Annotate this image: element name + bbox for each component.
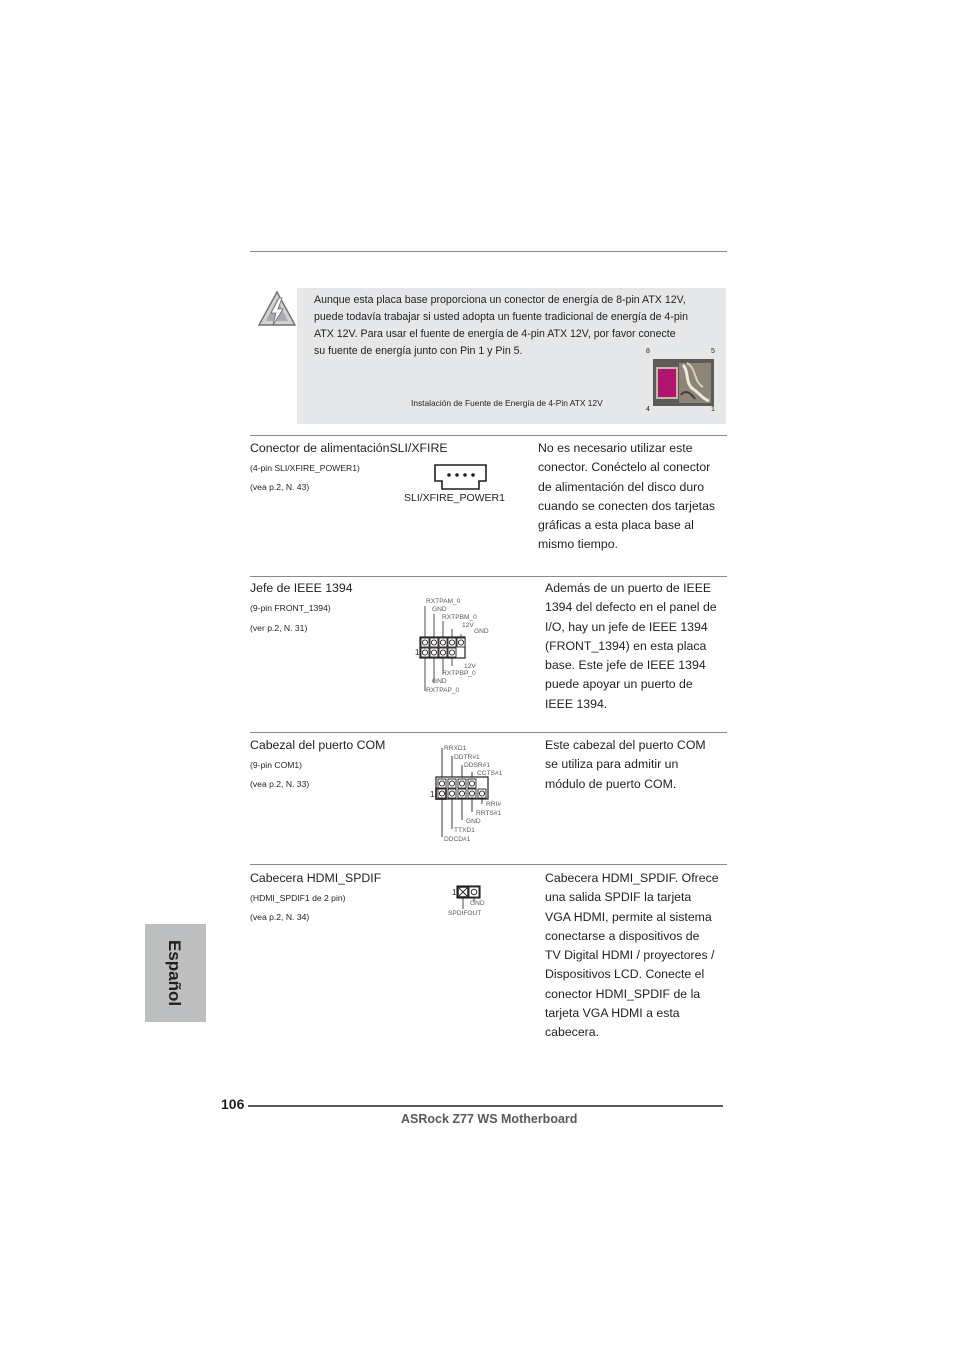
section-ref: (ver p.2, N. 31) [250, 623, 308, 633]
section-title: Jefe de IEEE 1394 [250, 581, 353, 595]
pin-label-8: 8 [646, 348, 650, 355]
desc-line: I/O, hay un jefe de IEEE 1394 [545, 619, 708, 634]
pin-label: GND [432, 606, 447, 613]
section-subtitle: (HDMI_SPDIF1 de 2 pin) [250, 893, 346, 903]
section-subtitle: (9-pin COM1) [250, 760, 303, 770]
desc-line: IEEE 1394. [545, 696, 608, 711]
desc-line: Dispositivos LCD. Conecte el [545, 967, 705, 982]
pin-label: DDTR#1 [454, 754, 480, 761]
desc-line: módulo de puerto COM. [545, 776, 677, 791]
desc-line: tarjeta VGA HDMI a esta [545, 1006, 680, 1021]
pin-label: SPDIFOUT [448, 910, 482, 917]
pin-label: DDCD#1 [444, 836, 471, 843]
pin-label: RRI# [486, 801, 502, 808]
desc-line: cuando se conecten dos tarjetas [538, 498, 716, 513]
section-title: Conector de alimentaciónSLI/XFIRE [250, 441, 448, 455]
pin-label: DDSR#1 [464, 762, 491, 769]
com-port-header-diagram [426, 740, 516, 844]
page-number: 106 [221, 1096, 245, 1112]
section-description [538, 439, 715, 555]
section-description [545, 736, 706, 794]
pin-label: RXTPBP_0 [442, 670, 476, 677]
section-title: Cabecera HDMI_SPDIF [250, 871, 382, 885]
pin-label: GND [474, 628, 489, 635]
atx-connector-photo [653, 359, 714, 406]
pin-label: CCTS#1 [477, 770, 503, 777]
desc-line: de alimentación del disco duro [538, 479, 705, 494]
section-rule [250, 435, 727, 436]
hdmi-spdif-header-diagram [446, 882, 496, 918]
pin-label: RXTPAP_0 [426, 687, 460, 694]
desc-line: No es necesario utilizar este [538, 441, 693, 455]
warning-triangle-icon [256, 289, 298, 329]
desc-line: (FRONT_1394) en esta placa [545, 638, 707, 653]
section-description [545, 869, 719, 1043]
desc-line: se utiliza para admitir un [545, 757, 679, 772]
note-text [314, 292, 719, 360]
desc-line: Además de un puerto de IEEE [545, 581, 712, 595]
desc-line: puede apoyar un puerto de [545, 677, 693, 692]
pin-label: TTXD1 [454, 827, 475, 834]
pin-label-1: 1 [711, 406, 715, 413]
desc-line: mismo tiempo. [538, 537, 618, 552]
pin-label: RXTPAM_0 [426, 598, 461, 605]
connector-label: SLI/XFIRE_POWER1 [404, 492, 505, 504]
footer-product: ASRock Z77 WS Motherboard [401, 1112, 578, 1126]
desc-line: Cabecera HDMI_SPDIF. Ofrece [545, 871, 719, 885]
section-rule [250, 732, 727, 733]
top-rule [250, 251, 727, 252]
pin-one-marker: 1 [452, 888, 457, 897]
pin-label-4: 4 [646, 406, 650, 413]
pin-label: 12V [462, 622, 474, 629]
section-ref: (vea p.2, N. 33) [250, 779, 310, 789]
desc-line: cabecera. [545, 1025, 600, 1040]
pin-one-marker: 1 [430, 790, 435, 799]
pin-label: RXTPBM_0 [442, 614, 477, 621]
pin-label: RRTS#1 [476, 810, 502, 817]
desc-line: TV Digital HDMI / proyectores / [545, 948, 715, 963]
section-rule [250, 864, 727, 865]
desc-line: conectarse a dispositivos de [545, 928, 700, 943]
language-label: Español [165, 939, 184, 1007]
section-ref: (vea p.2, N. 43) [250, 482, 310, 492]
note-caption: Instalación de Fuente de Energía de 4-Pin ATX 12V [411, 398, 603, 408]
desc-line: conector. Conéctelo al conector [538, 460, 711, 475]
note-line: ATX 12V. Para usar el fuente de energía de 4-pin ATX 12V, por favor conecte [314, 328, 676, 340]
pin-label-5: 5 [711, 348, 715, 355]
section-subtitle: (4-pin SLI/XFIRE_POWER1) [250, 463, 360, 473]
pin-label: GND [466, 818, 481, 825]
section-rule [250, 576, 727, 577]
pin-label: RRXD1 [444, 745, 467, 752]
desc-line: gráficas a esta placa base al [538, 518, 694, 533]
footer-rule [248, 1105, 723, 1107]
desc-line: base. Este jefe de IEEE 1394 [545, 658, 706, 673]
pin-label: 12V [464, 663, 476, 670]
pin-label: GND [432, 678, 447, 685]
desc-line: 1394 del defecto en el panel de [545, 600, 717, 615]
note-line: Aunque esta placa base proporciona un conector de energía de 8-pin ATX 12V, [314, 294, 686, 306]
note-line: su fuente de energía junto con Pin 1 y Pin 5. [314, 345, 523, 357]
sli-power-connector-diagram [434, 464, 487, 490]
section-subtitle: (9-pin FRONT_1394) [250, 603, 331, 613]
desc-line: VGA HDMI, permite al sistema [545, 909, 712, 924]
desc-line: Este cabezal del puerto COM [545, 738, 706, 752]
pin-label: GND [470, 900, 485, 907]
section-ref: (vea p.2, N. 34) [250, 912, 310, 922]
desc-line: conector HDMI_SPDIF de la [545, 986, 701, 1001]
ieee1394-header-diagram [410, 594, 510, 698]
section-description [545, 579, 717, 714]
section-title: Cabezal del puerto COM [250, 738, 386, 752]
pin-one-marker: 1 [415, 648, 420, 657]
note-line: puede todavía trabajar si usted adopta un fuente tradicional de energía de 4-pin [314, 311, 688, 323]
desc-line: una salida SPDIF la tarjeta [545, 890, 692, 905]
